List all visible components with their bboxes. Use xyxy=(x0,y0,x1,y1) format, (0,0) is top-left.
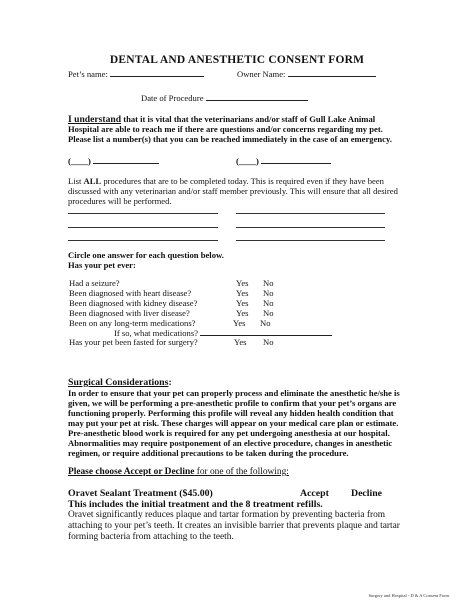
surgical-heading: Surgical Considerations: xyxy=(68,377,172,388)
understand-line2: Hospital are able to reach me if there are questions and/or concerns regarding my pet. xyxy=(68,124,383,134)
surgical-line: In order to ensure that your pet can properly process and eliminate the anesthetic he/she is xyxy=(68,388,400,398)
phone2-field[interactable] xyxy=(236,155,331,167)
pet-name-blank[interactable] xyxy=(110,68,204,77)
question-row xyxy=(69,288,191,298)
answer-yes[interactable]: Yes xyxy=(234,337,247,347)
medications-blank[interactable] xyxy=(200,327,332,336)
procedure-line[interactable] xyxy=(68,213,218,214)
answer-no[interactable]: No xyxy=(263,278,274,288)
surgical-line: functioning properly. Performing this profile will reveal any hidden health condition that xyxy=(68,408,394,418)
oravet-description-line: Oravet significantly reduces plaque and tartar formation by preventing bacteria from xyxy=(68,510,386,520)
choose-instruction: Please choose Accept or Decline for one of the following: xyxy=(68,467,289,477)
oravet-decline-option[interactable]: Decline xyxy=(351,488,383,499)
pet-name-field[interactable] xyxy=(68,68,204,80)
date-blank[interactable] xyxy=(206,92,308,101)
form-title: DENTAL AND ANESTHETIC CONSENT FORM xyxy=(109,54,365,66)
medications-label: If so, what medications? xyxy=(114,328,199,338)
oravet-description-line: forming bacteria from attaching to the teeth. xyxy=(68,532,234,542)
questions-instruction: Circle one answer for each question below. xyxy=(68,250,224,260)
question-text: Been on any long-term medications? xyxy=(69,318,196,328)
surgical-line: may put your pet at risk. These charges will appear on your medical care plan or estimate. xyxy=(68,418,399,428)
list-all-emphasis: ALL xyxy=(83,176,102,186)
owner-name-field[interactable] xyxy=(237,68,376,80)
answer-no[interactable]: No xyxy=(263,288,274,298)
answer-no[interactable]: No xyxy=(263,298,274,308)
date-field[interactable] xyxy=(141,92,308,104)
question-row xyxy=(69,337,198,347)
page-footer: Surgery and Hospital - D & A Consent Form xyxy=(368,593,449,598)
oravet-description-line: attaching to your pet’s teeth. It creates an invisible barrier that prevents plaque and tartar xyxy=(68,521,400,531)
procedure-line[interactable] xyxy=(236,213,385,214)
phone2-label: (____) xyxy=(236,156,259,166)
understand-line3: Please list a number(s) that you can be reached immediately in the case of an emergency. xyxy=(68,134,392,144)
phone2-blank[interactable] xyxy=(261,155,331,164)
questions-subheader: Has your pet ever: xyxy=(68,260,136,270)
question-text: Been diagnosed with liver disease? xyxy=(69,308,190,318)
procedure-line[interactable] xyxy=(236,227,385,228)
list-line1: List ALL procedures that are to be completed today. This is required even if they have been xyxy=(68,176,384,186)
surgical-line: Pre-anesthetic blood work is required for any pet undergoing anesthesia at our hospital. xyxy=(68,428,390,438)
question-text: Been diagnosed with heart disease? xyxy=(69,288,192,298)
understand-lead: I understand xyxy=(68,114,122,125)
answer-yes[interactable]: Yes xyxy=(236,288,249,298)
question-row xyxy=(69,298,197,308)
oravet-includes: This includes the initial treatment and the 8 treatment refills. xyxy=(68,499,323,510)
date-label: Date of Procedure xyxy=(141,93,204,103)
procedure-line[interactable] xyxy=(236,240,385,241)
answer-no[interactable]: No xyxy=(263,337,274,347)
question-row xyxy=(69,278,120,288)
list-line2: discussed with any veterinarian and/or staff member previously. This will ensure that all desired xyxy=(68,186,398,196)
question-text: Has your pet been fasted for surgery? xyxy=(69,337,198,347)
oravet-accept-option[interactable]: Accept xyxy=(300,488,329,499)
answer-no[interactable]: No xyxy=(260,318,271,328)
answer-yes[interactable]: Yes xyxy=(236,298,249,308)
answer-yes[interactable]: Yes xyxy=(236,308,249,318)
surgical-line: regimen, or require additional precautions to be taken during the procedure. xyxy=(68,448,349,458)
surgical-line: given, we will be performing a pre-anesthetic profile to confirm that your pet’s organs are xyxy=(68,398,397,408)
surgical-line: Abnormalities may require postponement of an elective procedure, changes in anesthetic xyxy=(68,438,393,448)
question-row xyxy=(69,308,190,318)
phone1-field[interactable] xyxy=(68,155,159,167)
phone1-blank[interactable] xyxy=(93,155,159,164)
phone1-label: (____) xyxy=(68,156,91,166)
owner-name-label: Owner Name: xyxy=(237,69,286,79)
oravet-title: Oravet Sealant Treatment ($45.00) xyxy=(68,488,213,499)
question-text: Been diagnosed with kidney disease? xyxy=(69,298,198,308)
pet-name-label: Pet’s name: xyxy=(68,69,108,79)
question-text: Had a seizure? xyxy=(69,278,120,288)
answer-yes[interactable]: Yes xyxy=(236,278,249,288)
procedure-line[interactable] xyxy=(68,227,218,228)
understand-line1: I understand that it is vital that the veterinarians and/or staff of Gull Lake Animal xyxy=(68,114,376,125)
list-line3: procedures will be performed. xyxy=(68,196,172,206)
procedure-line[interactable] xyxy=(68,240,218,241)
answer-yes[interactable]: Yes xyxy=(233,318,246,328)
owner-name-blank[interactable] xyxy=(288,68,376,77)
answer-no[interactable]: No xyxy=(263,308,274,318)
